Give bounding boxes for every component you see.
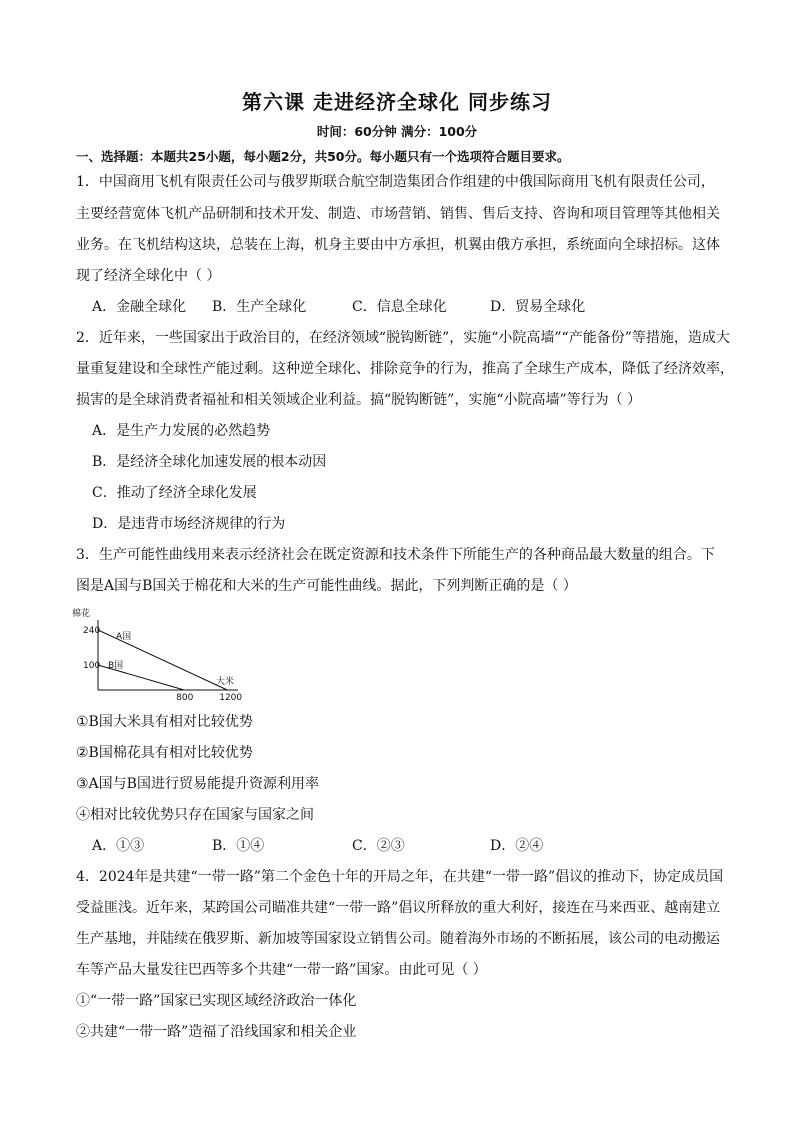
q3-line: 3．生产可能性曲线用来表示经济社会在既定资源和技术条件下所能生产的各种商品最大数量的组合。下 [76,547,715,563]
q3-statement: ③A国与B国进行贸易能提升资源利用率 [76,776,319,792]
q2-line: 量重复建设和全球性产能过剩。这种逆全球化、排除竞争的行为，推高了全球生产成本，降低了经济效率， [76,361,734,377]
y-tick-label: 240 [83,626,101,636]
q4-line: 车等产品大量发往巴西等多个共建“一带一路”国家。由此可见（ ） [76,962,487,978]
q3-statement: ②B国棉花具有相对比较优势 [76,745,253,761]
q3-statement: ①B国大米具有相对比较优势 [76,714,253,730]
q1-option-a[interactable]: A．金融全球化 [92,299,187,315]
y-axis-label: 棉花 [72,609,91,619]
q1-option-b[interactable]: B．生产全球化 [212,299,307,315]
ppf-chart [70,604,250,704]
q1-line: 1．中国商用飞机有限责任公司与俄罗斯联合航空制造集团合作组建的中俄国际商用飞机有限责任公司， [76,174,715,190]
page-title: 第六课 走进经济全球化 同步练习 [242,90,552,114]
q4-line: 受益匪浅。近年来，某跨国公司瞄准共建“一带一路”倡议所释放的重大利好，接连在马来西亚、越南建立 [76,900,721,916]
q1-line: 主要经营宽体飞机产品研制和技术开发、制造、市场营销、销售、售后支持、咨询和项目管理等其他相关 [76,206,720,222]
q4-line: 4．2024年是共建“一带一路”第二个金色十年的开局之年，在共建“一带一路”倡议的推动下，协定成员国 [76,869,724,885]
q1-option-d[interactable]: D．贸易全球化 [490,299,586,315]
q1-option-c[interactable]: C．信息全球化 [352,299,447,315]
q3-option-b[interactable]: B．①④ [212,838,265,854]
y-tick-label: 100 [83,661,101,671]
q3-statement: ④相对比较优势只存在国家与国家之间 [76,807,314,823]
q4-statement: ②共建“一带一路”造福了沿线国家和相关企业 [76,1024,357,1040]
x-tick-label: 800 [176,693,194,703]
q4-line: 生产基地，并陆续在俄罗斯、新加坡等国家设立销售公司。随着海外市场的不断拓展，该公司的电动搬运 [76,931,720,947]
x-axis-label: 大米 [216,677,235,687]
q4-statement: ①“一带一路”国家已实现区域经济政治一体化 [76,993,357,1009]
q1-line: 现了经济全球化中（ ） [76,268,221,284]
x-tick-label: 1200 [219,693,243,703]
section-heading: 一、选择题：本题共25小题，每小题2分，共50分。每小题只有一个选项符合题目要求。 [76,149,570,164]
q1-line: 业务。在飞机结构这块，总装在上海，机身主要由中方承担，机翼由俄方承担，系统面向全球招标。这体 [76,237,720,253]
q3-line: 图是A国与B国关于棉花和大米的生产可能性曲线。据此，下列判断正确的是（ ） [76,578,577,594]
q2-option-d[interactable]: D．是违背市场经济规律的行为 [92,516,286,532]
q2-line: 损害的是全球消费者福祉和相关领域企业利益。搞“脱钩断链”，实施“小院高墙”等行为（ ） [76,392,642,408]
series-b-label: B国 [108,661,124,671]
q2-option-a[interactable]: A．是生产力发展的必然趋势 [92,423,271,439]
exam-meta: 时间：60分钟 满分：100分 [316,124,478,139]
q2-line: 2．近年来，一些国家出于政治目的，在经济领域“脱钩断链”，实施“小院高墙”“产能备份”等措施，造成大 [76,330,730,346]
q2-option-b[interactable]: B．是经济全球化加速发展的根本动因 [92,454,327,470]
q3-option-c[interactable]: C．②③ [352,838,405,854]
q3-option-d[interactable]: D．②④ [490,838,544,854]
q2-option-c[interactable]: C．推动了经济全球化发展 [92,485,257,501]
series-a-label: A国 [116,632,132,642]
q3-option-a[interactable]: A．①③ [92,838,145,854]
